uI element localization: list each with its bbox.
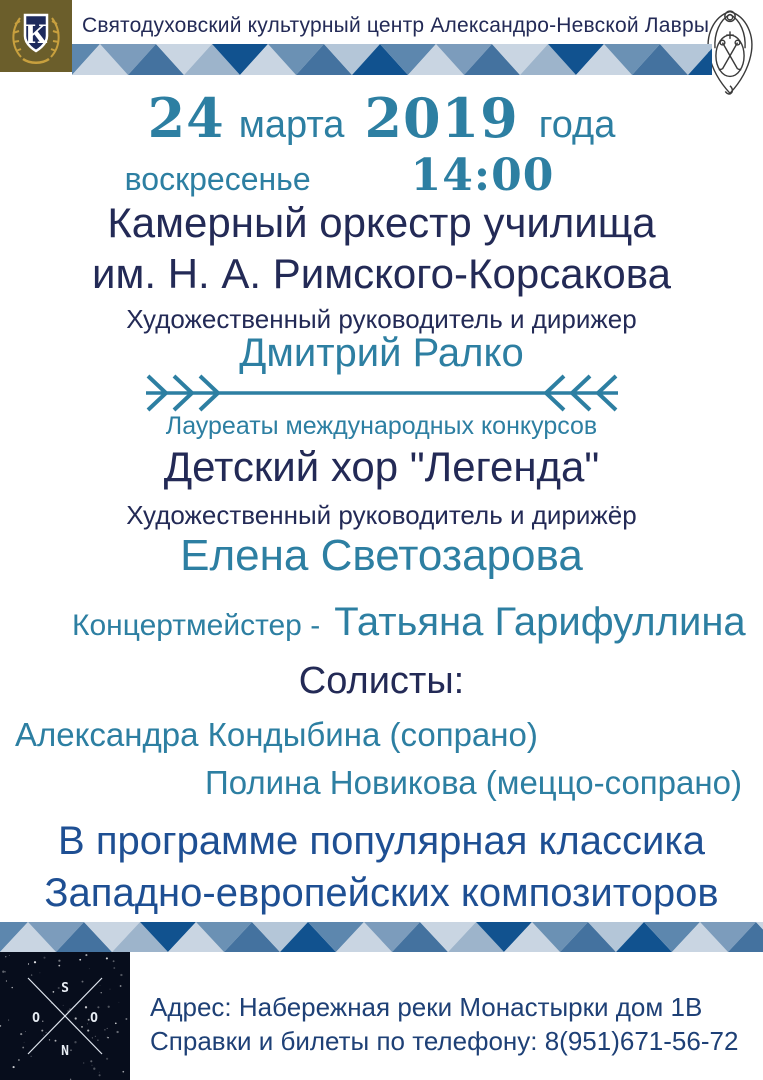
header-title: Святодуховский культурный центр Александро-Невской Лавры bbox=[82, 14, 710, 37]
program-line-1: В программе популярная классика bbox=[58, 819, 705, 863]
k-logo-letter: К bbox=[24, 20, 48, 49]
date-year: 2019 bbox=[364, 86, 519, 150]
orchestra-line-1: Камерный оркестр училища bbox=[107, 199, 656, 246]
date-year-suffix: года bbox=[538, 104, 616, 146]
soloist-line-2: Полина Новикова (меццо-сопрано) bbox=[205, 764, 742, 801]
director-name-2: Елена Светозарова bbox=[180, 531, 583, 580]
concertmaster-line bbox=[0, 600, 763, 645]
sono-letter-bottom: N bbox=[61, 1044, 69, 1059]
k-shield-logo-icon bbox=[0, 0, 72, 72]
weekday-time-line bbox=[0, 150, 721, 201]
director-label-2: Художественный руководитель и дирижёр bbox=[126, 500, 637, 530]
date-day: 24 bbox=[147, 86, 225, 150]
date-month: марта bbox=[238, 104, 345, 146]
soloist-line-1: Александра Кондыбина (сопрано) bbox=[15, 716, 538, 753]
director-name-1: Дмитрий Ралко bbox=[239, 331, 524, 375]
director-label-1: Художественный руководитель и дирижер bbox=[126, 304, 637, 334]
triangle-band-bottom bbox=[0, 922, 763, 952]
phone-line: Справки и билеты по телефону: 8(951)671-56-72 bbox=[150, 1026, 739, 1056]
concertmaster-name: Татьяна Гарифуллина bbox=[334, 600, 746, 644]
triangle-band-top bbox=[72, 44, 712, 75]
k-shield-logo bbox=[0, 0, 72, 72]
arrow-divider bbox=[0, 372, 763, 414]
choir-title: Детский хор "Легенда" bbox=[163, 443, 600, 490]
orchestra-title bbox=[0, 197, 763, 299]
arrow-divider-icon bbox=[132, 372, 632, 414]
laureates-label: Лауреаты международных конкурсов bbox=[165, 412, 598, 440]
footer-contact-block bbox=[150, 990, 738, 1058]
sono-x-logo bbox=[0, 952, 130, 1080]
date-line bbox=[0, 86, 763, 150]
sono-letter-right: O bbox=[90, 1011, 98, 1026]
program-line-2: Западно-европейских композиторов bbox=[44, 871, 719, 915]
concertmaster-label: Концертмейстер - bbox=[72, 609, 321, 642]
address-line: Адрес: Набережная реки Монастырки дом 1В bbox=[150, 992, 703, 1022]
time-label: 14:00 bbox=[410, 150, 555, 201]
orchestra-line-2: им. Н. А. Римского-Корсакова bbox=[92, 250, 671, 297]
sono-letter-left: O bbox=[32, 1011, 40, 1026]
soloists-title: Солисты: bbox=[298, 660, 465, 702]
weekday-label: воскресенье bbox=[124, 161, 311, 197]
sono-letter-top: S bbox=[61, 981, 69, 996]
